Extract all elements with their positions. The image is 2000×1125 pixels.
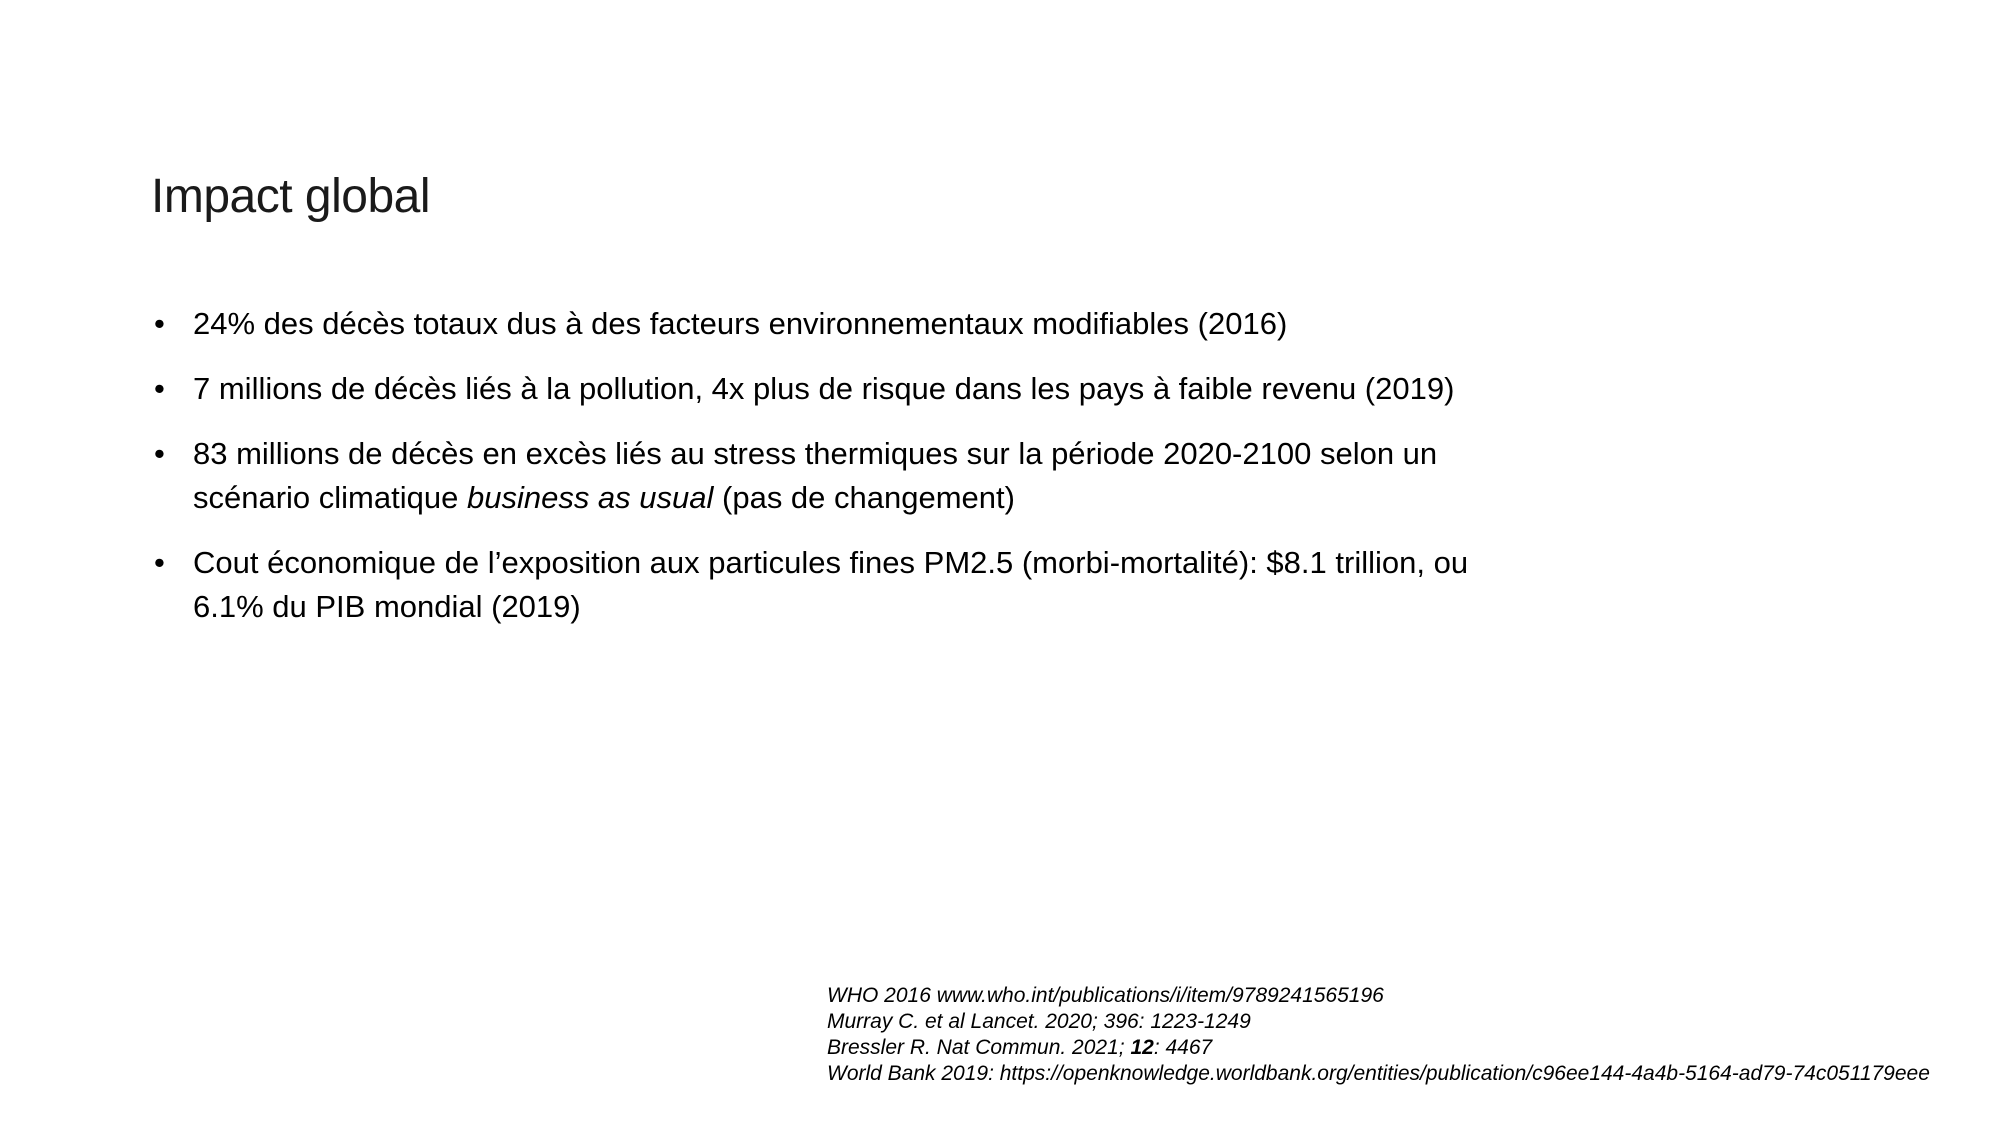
reference-line [827, 983, 1930, 1009]
bullet-text [193, 432, 1954, 520]
text-segment: Bressler R. Nat Commun. 2021; [827, 1036, 1131, 1059]
bullet-line [193, 432, 1954, 476]
reference-line [827, 1035, 1930, 1061]
bullet-item [154, 432, 1954, 520]
reference-line [827, 1009, 1930, 1035]
bullet-line [193, 585, 1954, 629]
bullet-line [193, 541, 1954, 585]
bullet-marker: • [154, 545, 165, 580]
text-segment: scénario climatique [193, 480, 467, 515]
bullet-item [154, 367, 1954, 411]
text-segment: WHO 2016 www.who.int/publications/i/item/9789241565196 [827, 984, 1384, 1007]
bullet-text [193, 541, 1954, 629]
text-segment: 24% des décès totaux dus à des facteurs environnementaux modifiables (2016) [193, 306, 1288, 341]
bullet-marker: • [154, 306, 165, 341]
text-segment: 6.1% du PIB mondial (2019) [193, 589, 581, 624]
bullet-text [193, 367, 1954, 411]
bullet-marker: • [154, 371, 165, 406]
text-segment: 83 millions de décès en excès liés au stress thermiques sur la période 2020-2100 selon un [193, 436, 1438, 471]
bullet-text [193, 302, 1954, 346]
bullet-line [193, 367, 1954, 411]
text-segment: : 4467 [1153, 1036, 1213, 1059]
text-segment: 12 [1130, 1036, 1154, 1059]
bullet-item [154, 302, 1954, 346]
text-segment: Murray C. et al Lancet. 2020; 396: 1223-1249 [827, 1010, 1251, 1033]
text-segment: 7 millions de décès liés à la pollution, 4x plus de risque dans les pays à faible revenu (2019) [193, 371, 1455, 406]
slide-title: Impact global [151, 170, 430, 224]
text-segment: (pas de changement) [713, 480, 1015, 515]
reference-line [827, 1061, 1930, 1087]
text-segment: World Bank 2019: https://openknowledge.worldbank.org/entities/publication/c96ee144-4a4b-5164-ad79-74c051179eee [827, 1062, 1930, 1085]
bullet-item [154, 541, 1954, 629]
text-segment: business as usual [466, 480, 714, 515]
bullet-marker: • [154, 436, 165, 471]
text-segment: Cout économique de l’exposition aux particules fines PM2.5 (morbi-mortalité): $8.1 trillion, ou [193, 545, 1469, 580]
bullet-line [193, 302, 1954, 346]
reference-list [827, 983, 1930, 1087]
bullet-line [193, 476, 1954, 520]
bullet-list [154, 302, 1954, 650]
